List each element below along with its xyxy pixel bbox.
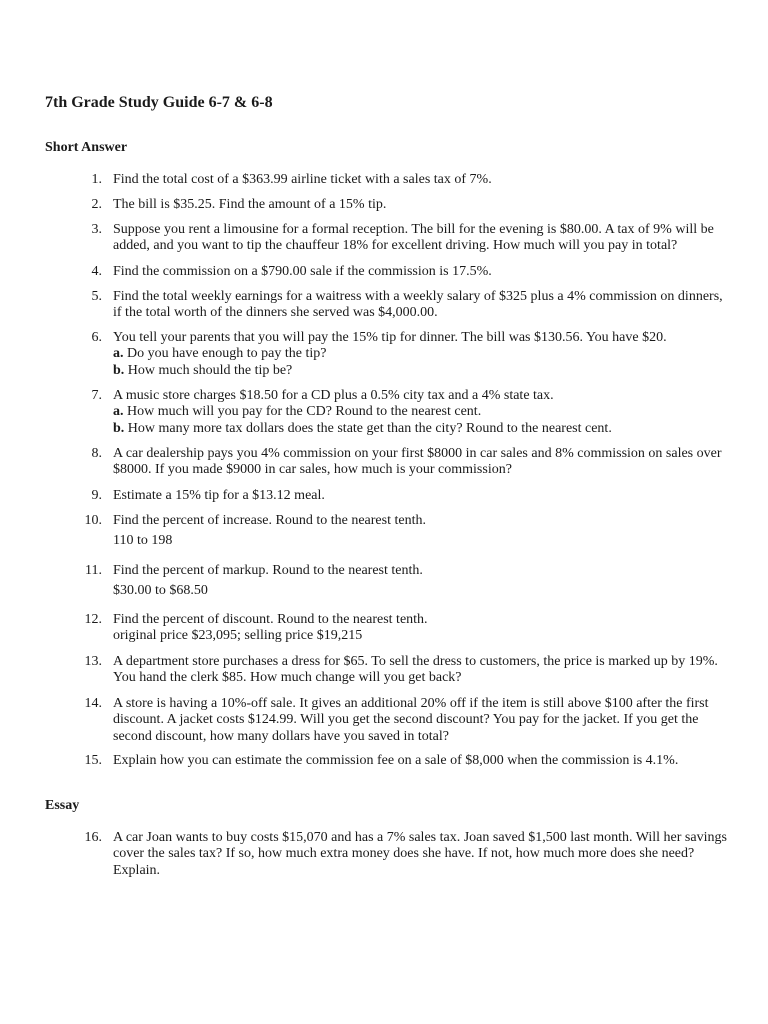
question-number: 6. bbox=[91, 330, 102, 345]
question-line: Find the percent of increase. Round to the nearest tenth. bbox=[113, 513, 426, 528]
page-title: 7th Grade Study Guide 6-7 & 6-8 bbox=[45, 94, 273, 111]
question-number: 2. bbox=[91, 197, 102, 212]
question-part bbox=[113, 421, 728, 437]
question-text bbox=[113, 488, 728, 504]
question-part bbox=[113, 363, 728, 379]
question-line: cover the sales tax? If so, how much extra money does she have. If not, how much more does she need? bbox=[113, 846, 695, 862]
question-line: You hand the clerk $85. How much change will you get back? bbox=[113, 670, 462, 686]
question-line: Explain. bbox=[113, 862, 161, 878]
question-line: Find the percent of markup. Round to the nearest tenth. bbox=[113, 563, 423, 578]
question-text bbox=[113, 563, 728, 600]
question-number: 7. bbox=[91, 388, 102, 403]
question-text bbox=[113, 222, 728, 255]
question-text bbox=[113, 830, 728, 879]
part-text: How much should the tip be? bbox=[124, 362, 293, 378]
question-line: $8000. If you made $9000 in car sales, how much is your commission? bbox=[113, 462, 512, 478]
question-line: Find the total weekly earnings for a waitress with a weekly salary of $325 plus a 4% commission on dinners, bbox=[113, 289, 723, 304]
question-part bbox=[113, 404, 728, 420]
part-label: b. bbox=[113, 362, 125, 378]
question-given-values: $30.00 to $68.50 bbox=[113, 583, 208, 599]
question-text bbox=[113, 388, 728, 437]
question-line: A car Joan wants to buy costs $15,070 and has a 7% sales tax. Joan saved $1,500 last month. Will her savings bbox=[113, 830, 727, 845]
question-text bbox=[113, 696, 728, 745]
question-line: if the total worth of the dinners she served was $4,000.00. bbox=[113, 305, 438, 321]
question-number: 5. bbox=[91, 289, 102, 304]
question-number: 10. bbox=[84, 513, 102, 528]
question-line: A music store charges $18.50 for a CD plus a 0.5% city tax and a 4% state tax. bbox=[113, 388, 554, 403]
question-line: Suppose you rent a limousine for a formal reception. The bill for the evening is $80.00. A tax of 9% will be bbox=[113, 222, 714, 237]
question-line: Estimate a 15% tip for a $13.12 meal. bbox=[113, 488, 325, 503]
question-text bbox=[113, 446, 728, 479]
question-line: Find the commission on a $790.00 sale if the commission is 17.5%. bbox=[113, 264, 492, 279]
question-line: A department store purchases a dress for $65. To sell the dress to customers, the price is marked up by 19%. bbox=[113, 654, 718, 669]
question-number: 9. bbox=[91, 488, 102, 503]
question-text bbox=[113, 197, 728, 213]
part-text: How much will you pay for the CD? Round to the nearest cent. bbox=[123, 404, 482, 420]
question-line: A store is having a 10%-off sale. It gives an additional 20% off if the item is still above $100 after the first bbox=[113, 696, 709, 711]
question-text bbox=[113, 753, 728, 769]
question-line: discount. A jacket costs $124.99. Will you get the second discount? You pay for the jacket. If you get the bbox=[113, 712, 699, 728]
question-number: 3. bbox=[91, 222, 102, 237]
question-text bbox=[113, 513, 728, 550]
question-text bbox=[113, 612, 728, 645]
part-label: a. bbox=[113, 346, 124, 362]
question-line: Explain how you can estimate the commission fee on a sale of $8,000 when the commission is 4.1%. bbox=[113, 753, 679, 768]
question-line: added, and you want to tip the chauffeur 18% for excellent driving. How much will you pay in total? bbox=[113, 238, 678, 254]
question-line: You tell your parents that you will pay the 15% tip for dinner. The bill was $130.56. You have $20. bbox=[113, 330, 667, 345]
question-line: second discount, how many dollars have you saved in total? bbox=[113, 728, 449, 744]
question-number: 16. bbox=[84, 830, 102, 845]
question-number: 11. bbox=[85, 563, 102, 578]
question-text bbox=[113, 264, 728, 280]
part-label: b. bbox=[113, 420, 125, 436]
question-line: A car dealership pays you 4% commission on your first $8000 in car sales and 8% commission on sales over bbox=[113, 446, 722, 461]
question-text bbox=[113, 289, 728, 322]
question-text bbox=[113, 330, 728, 379]
question-given-values: 110 to 198 bbox=[113, 533, 173, 549]
question-number: 14. bbox=[84, 696, 102, 711]
question-line: original price $23,095; selling price $19,215 bbox=[113, 628, 363, 644]
question-number: 4. bbox=[91, 264, 102, 279]
question-line: Find the total cost of a $363.99 airline ticket with a sales tax of 7%. bbox=[113, 172, 492, 187]
question-text bbox=[113, 172, 728, 188]
section-heading-essay: Essay bbox=[45, 798, 80, 813]
question-number: 8. bbox=[91, 446, 102, 461]
question-part bbox=[113, 346, 728, 362]
part-text: Do you have enough to pay the tip? bbox=[123, 346, 327, 362]
question-line: Find the percent of discount. Round to the nearest tenth. bbox=[113, 612, 428, 627]
part-label: a. bbox=[113, 404, 124, 420]
question-number: 15. bbox=[84, 753, 102, 768]
section-heading-short-answer: Short Answer bbox=[45, 140, 128, 155]
question-number: 12. bbox=[84, 612, 102, 627]
question-text bbox=[113, 654, 728, 687]
question-line: The bill is $35.25. Find the amount of a 15% tip. bbox=[113, 197, 387, 212]
question-number: 13. bbox=[84, 654, 102, 669]
question-number: 1. bbox=[91, 172, 102, 187]
part-text: How many more tax dollars does the state get than the city? Round to the nearest cent. bbox=[124, 420, 612, 436]
